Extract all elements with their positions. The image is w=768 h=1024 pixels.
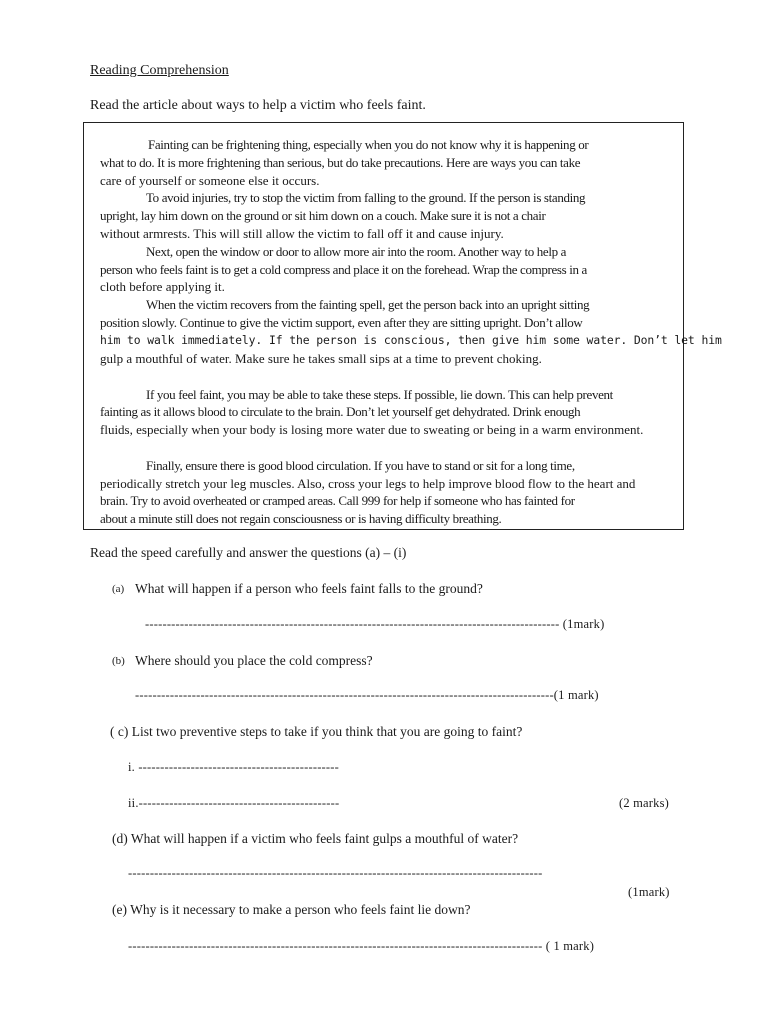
- article-line: upright, lay him down on the ground or sit him down on a couch. Make sure it is not a chair: [100, 208, 546, 223]
- question-c-answer-line-ii[interactable]: ii.----------------------------------------------: [128, 796, 340, 810]
- article-line: what to do. It is more frightening than serious, but do take precautions. Here are ways you can take: [100, 155, 581, 170]
- article-line: fluids, especially when your body is losing more water due to sweating or being in a warm environment.: [100, 422, 644, 437]
- question-e-answer-line[interactable]: ----------------------------------------------------------------------------------------------- ( 1 mark): [128, 939, 595, 953]
- article-line: Fainting can be frightening thing, especially when you do not know why it is happening or: [148, 137, 589, 152]
- page-title: Reading Comprehension: [90, 63, 229, 78]
- article-line: Next, open the window or door to allow more air into the room. Another way to help a: [146, 244, 567, 259]
- question-a-answer-line[interactable]: ----------------------------------------------------------------------------------------------- (1mark): [145, 617, 605, 631]
- question-c-marks: (2 marks): [619, 796, 670, 810]
- article-line: When the victim recovers from the fainting spell, get the person back into an upright sitting: [146, 297, 590, 312]
- question-d-answer-line[interactable]: -----------------------------------------------------------------------------------------------: [128, 866, 543, 880]
- article-line: fainting as it allows blood to circulate to the brain. Don’t let yourself get dehydrated. Drink enough: [100, 404, 581, 419]
- article-line: brain. Try to avoid overheated or cramped areas. Call 999 for help if someone who has fainted for: [100, 493, 575, 508]
- article-line: periodically stretch your leg muscles. Also, cross your legs to help improve blood flow to the heart and: [100, 476, 636, 491]
- question-a-number: (a): [112, 583, 125, 595]
- intro-text: Read the article about ways to help a victim who feels faint.: [90, 98, 426, 113]
- question-d-marks: (1mark): [628, 885, 670, 899]
- article-box: [83, 122, 722, 530]
- question-b-text: Where should you place the cold compress?: [135, 653, 373, 668]
- instructions-text: Read the speed carefully and answer the questions (a) – (i): [90, 545, 407, 560]
- article-line: To avoid injuries, try to stop the victim from falling to the ground. If the person is standing: [146, 190, 586, 205]
- article-line: position slowly. Continue to give the victim support, even after they are sitting upright. Don’t allow: [100, 315, 583, 330]
- article-line: person who feels faint is to get a cold compress and place it on the forehead. Wrap the compress in a: [100, 262, 587, 277]
- question-c-answer-line-i[interactable]: i. ----------------------------------------------: [128, 760, 340, 774]
- question-a-text: What will happen if a person who feels faint falls to the ground?: [135, 581, 483, 596]
- article-line: cloth before applying it.: [100, 279, 225, 294]
- article-line: Finally, ensure there is good blood circulation. If you have to stand or sit for a long time,: [146, 458, 575, 473]
- article-line: care of yourself or someone else it occurs.: [100, 173, 320, 188]
- article-line: about a minute still does not regain consciousness or is having difficulty breathing.: [100, 511, 502, 526]
- question-c-text: ( c) List two preventive steps to take if you think that you are going to faint?: [110, 724, 523, 739]
- question-b-number: (b): [112, 655, 125, 667]
- article-line: him to walk immediately. If the person is conscious, then give him some water. Don’t let him: [100, 333, 722, 347]
- article-line: gulp a mouthful of water. Make sure he takes small sips at a time to prevent choking.: [100, 351, 542, 366]
- article-line: If you feel faint, you may be able to take these steps. If possible, lie down. This can help prevent: [146, 387, 613, 402]
- question-d-text: (d) What will happen if a victim who feels faint gulps a mouthful of water?: [112, 831, 519, 846]
- question-b-answer-line[interactable]: ------------------------------------------------------------------------------------------------(1 mark): [135, 688, 599, 702]
- article-line: without armrests. This will still allow the victim to fall off it and cause injury.: [100, 226, 504, 241]
- question-e-text: (e) Why is it necessary to make a person who feels faint lie down?: [112, 902, 471, 917]
